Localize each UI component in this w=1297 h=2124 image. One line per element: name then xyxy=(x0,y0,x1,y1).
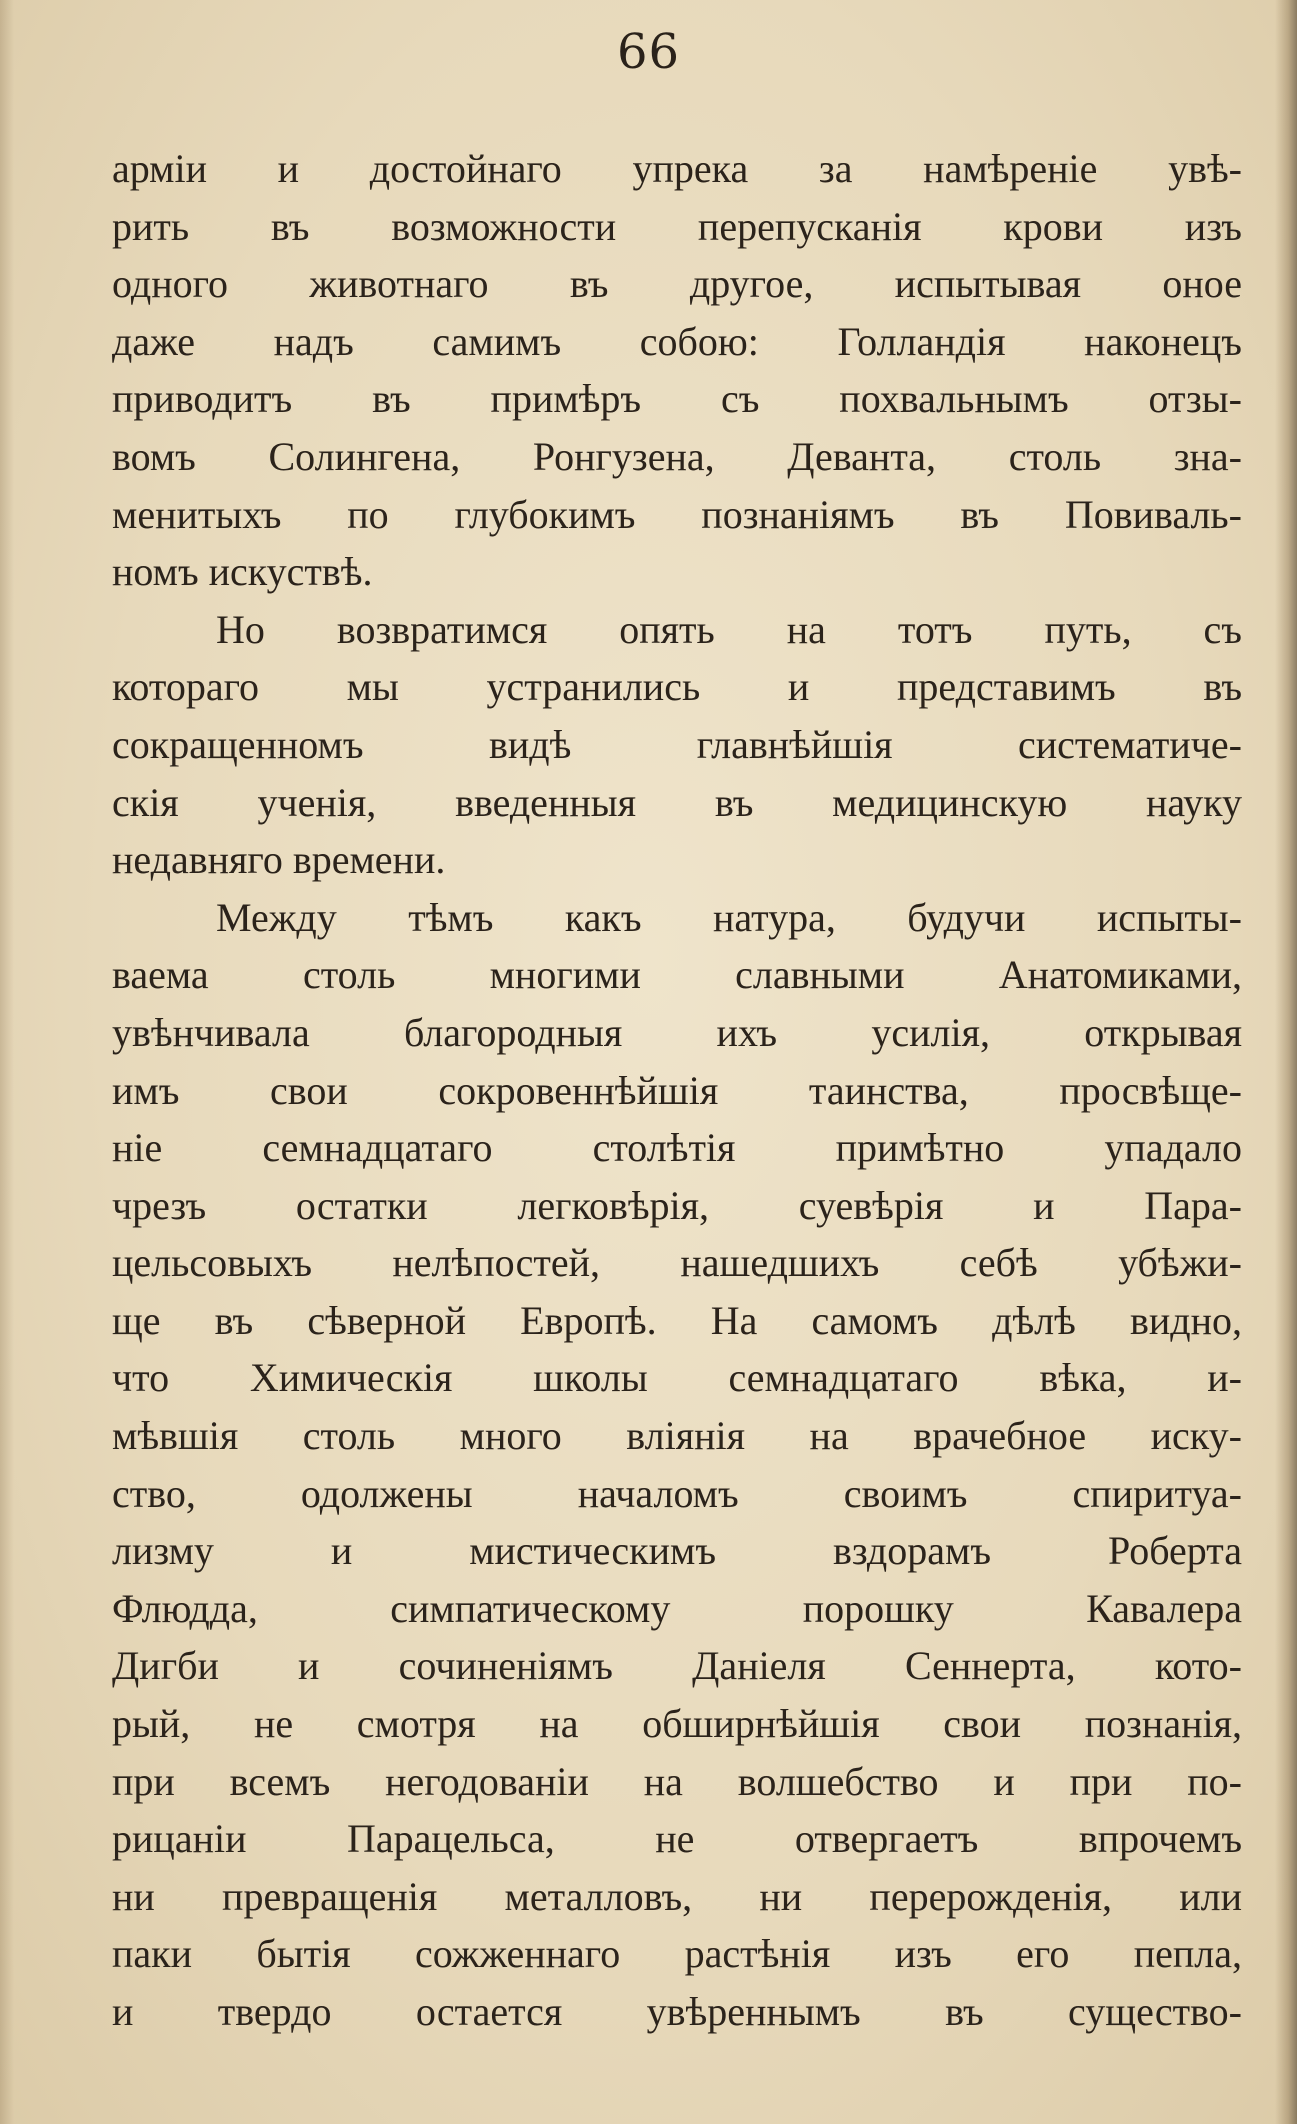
text-line: даже надъ самимъ собою: Голландiя наконецъ xyxy=(112,318,1242,364)
text-line: увѣнчивала благородныя ихъ усилiя, открывая xyxy=(112,1009,1242,1055)
text-line: Между тѣмъ какъ натура, будучи испыты- xyxy=(216,894,1242,940)
text-line: сокращенномъ видѣ главнѣйшiя систематиче- xyxy=(112,721,1242,767)
text-line: нiе семнадцатаго столѣтiя примѣтно упадало xyxy=(112,1125,1242,1171)
text-line: паки бытiя сожженнаго растѣнiя изъ его пепла, xyxy=(112,1931,1242,1977)
text-line: и твердо остается увѣреннымъ въ существо- xyxy=(112,1989,1242,2034)
page-right-edge xyxy=(1275,0,1297,2124)
text-line: Дигби и сочиненiямъ Данiеля Сеннерта, кото- xyxy=(112,1643,1242,1689)
text-line: ваема столь многими славными Анатомиками, xyxy=(112,952,1242,998)
text-line: ни превращенiя металловъ, ни перерожденiя, или xyxy=(112,1873,1242,1919)
text-line: лизму и мистическимъ вздорамъ Роберта xyxy=(112,1528,1242,1574)
text-line: чрезъ остатки легковѣрiя, суевѣрiя и Пара- xyxy=(112,1182,1242,1228)
text-line: рый, не смотря на обширнѣйшiя свои познанiя, xyxy=(112,1701,1242,1747)
text-line: скiя ученiя, введенныя въ медицинскую науку xyxy=(112,779,1242,825)
text-line: ство, одолжены началомъ своимъ спиритуа- xyxy=(112,1470,1242,1516)
text-line: имъ свои сокровеннѣйшiя таинства, просвѣще- xyxy=(112,1067,1242,1113)
paragraph-3 xyxy=(112,889,1242,2041)
text-line: рить въ возможности перепусканiя крови изъ xyxy=(112,203,1242,249)
text-line: менитыхъ по глубокимъ познанiямъ въ Повиваль- xyxy=(112,491,1242,537)
text-line: одного животнаго въ другое, испытывая оное xyxy=(112,261,1242,307)
body-text xyxy=(112,140,1242,2041)
page-number: 66 xyxy=(616,24,681,80)
text-line: котораго мы устранились и представимъ въ xyxy=(112,664,1242,710)
text-line: мѣвшiя столь много влiянiя на врачебное иску- xyxy=(112,1413,1242,1459)
text-line: при всемъ негодованiи на волшебство и при по- xyxy=(112,1758,1242,1804)
paragraph-2 xyxy=(112,601,1242,889)
page-left-shadow xyxy=(0,0,14,2124)
text-line: приводитъ въ примѣръ съ похвальнымъ отзы- xyxy=(112,376,1242,422)
text-line: вомъ Солингена, Ронгузена, Деванта, столь зна- xyxy=(112,433,1242,479)
paragraph-1 xyxy=(112,140,1242,601)
text-line: цельсовыхъ нелѣпостей, нашедшихъ себѣ убѣжи- xyxy=(112,1240,1242,1286)
text-line: рицанiи Парацельса, не отвергаетъ впрочемъ xyxy=(112,1816,1242,1862)
text-line: недавняго времени. xyxy=(112,837,446,883)
text-line: что Химическiя школы семнадцатаго вѣка, и- xyxy=(112,1355,1242,1401)
text-line: ще въ сѣверной Европѣ. На самомъ дѣлѣ видно, xyxy=(112,1297,1242,1343)
text-line: номъ искуствѣ. xyxy=(112,549,373,595)
text-line: армiи и достойнаго упрека за намѣренiе увѣ- xyxy=(112,146,1242,191)
text-line: Но возвратимся опять на тотъ путь, съ xyxy=(216,606,1242,652)
text-line: Флюдда, симпатическому порошку Кавалера xyxy=(112,1585,1242,1631)
